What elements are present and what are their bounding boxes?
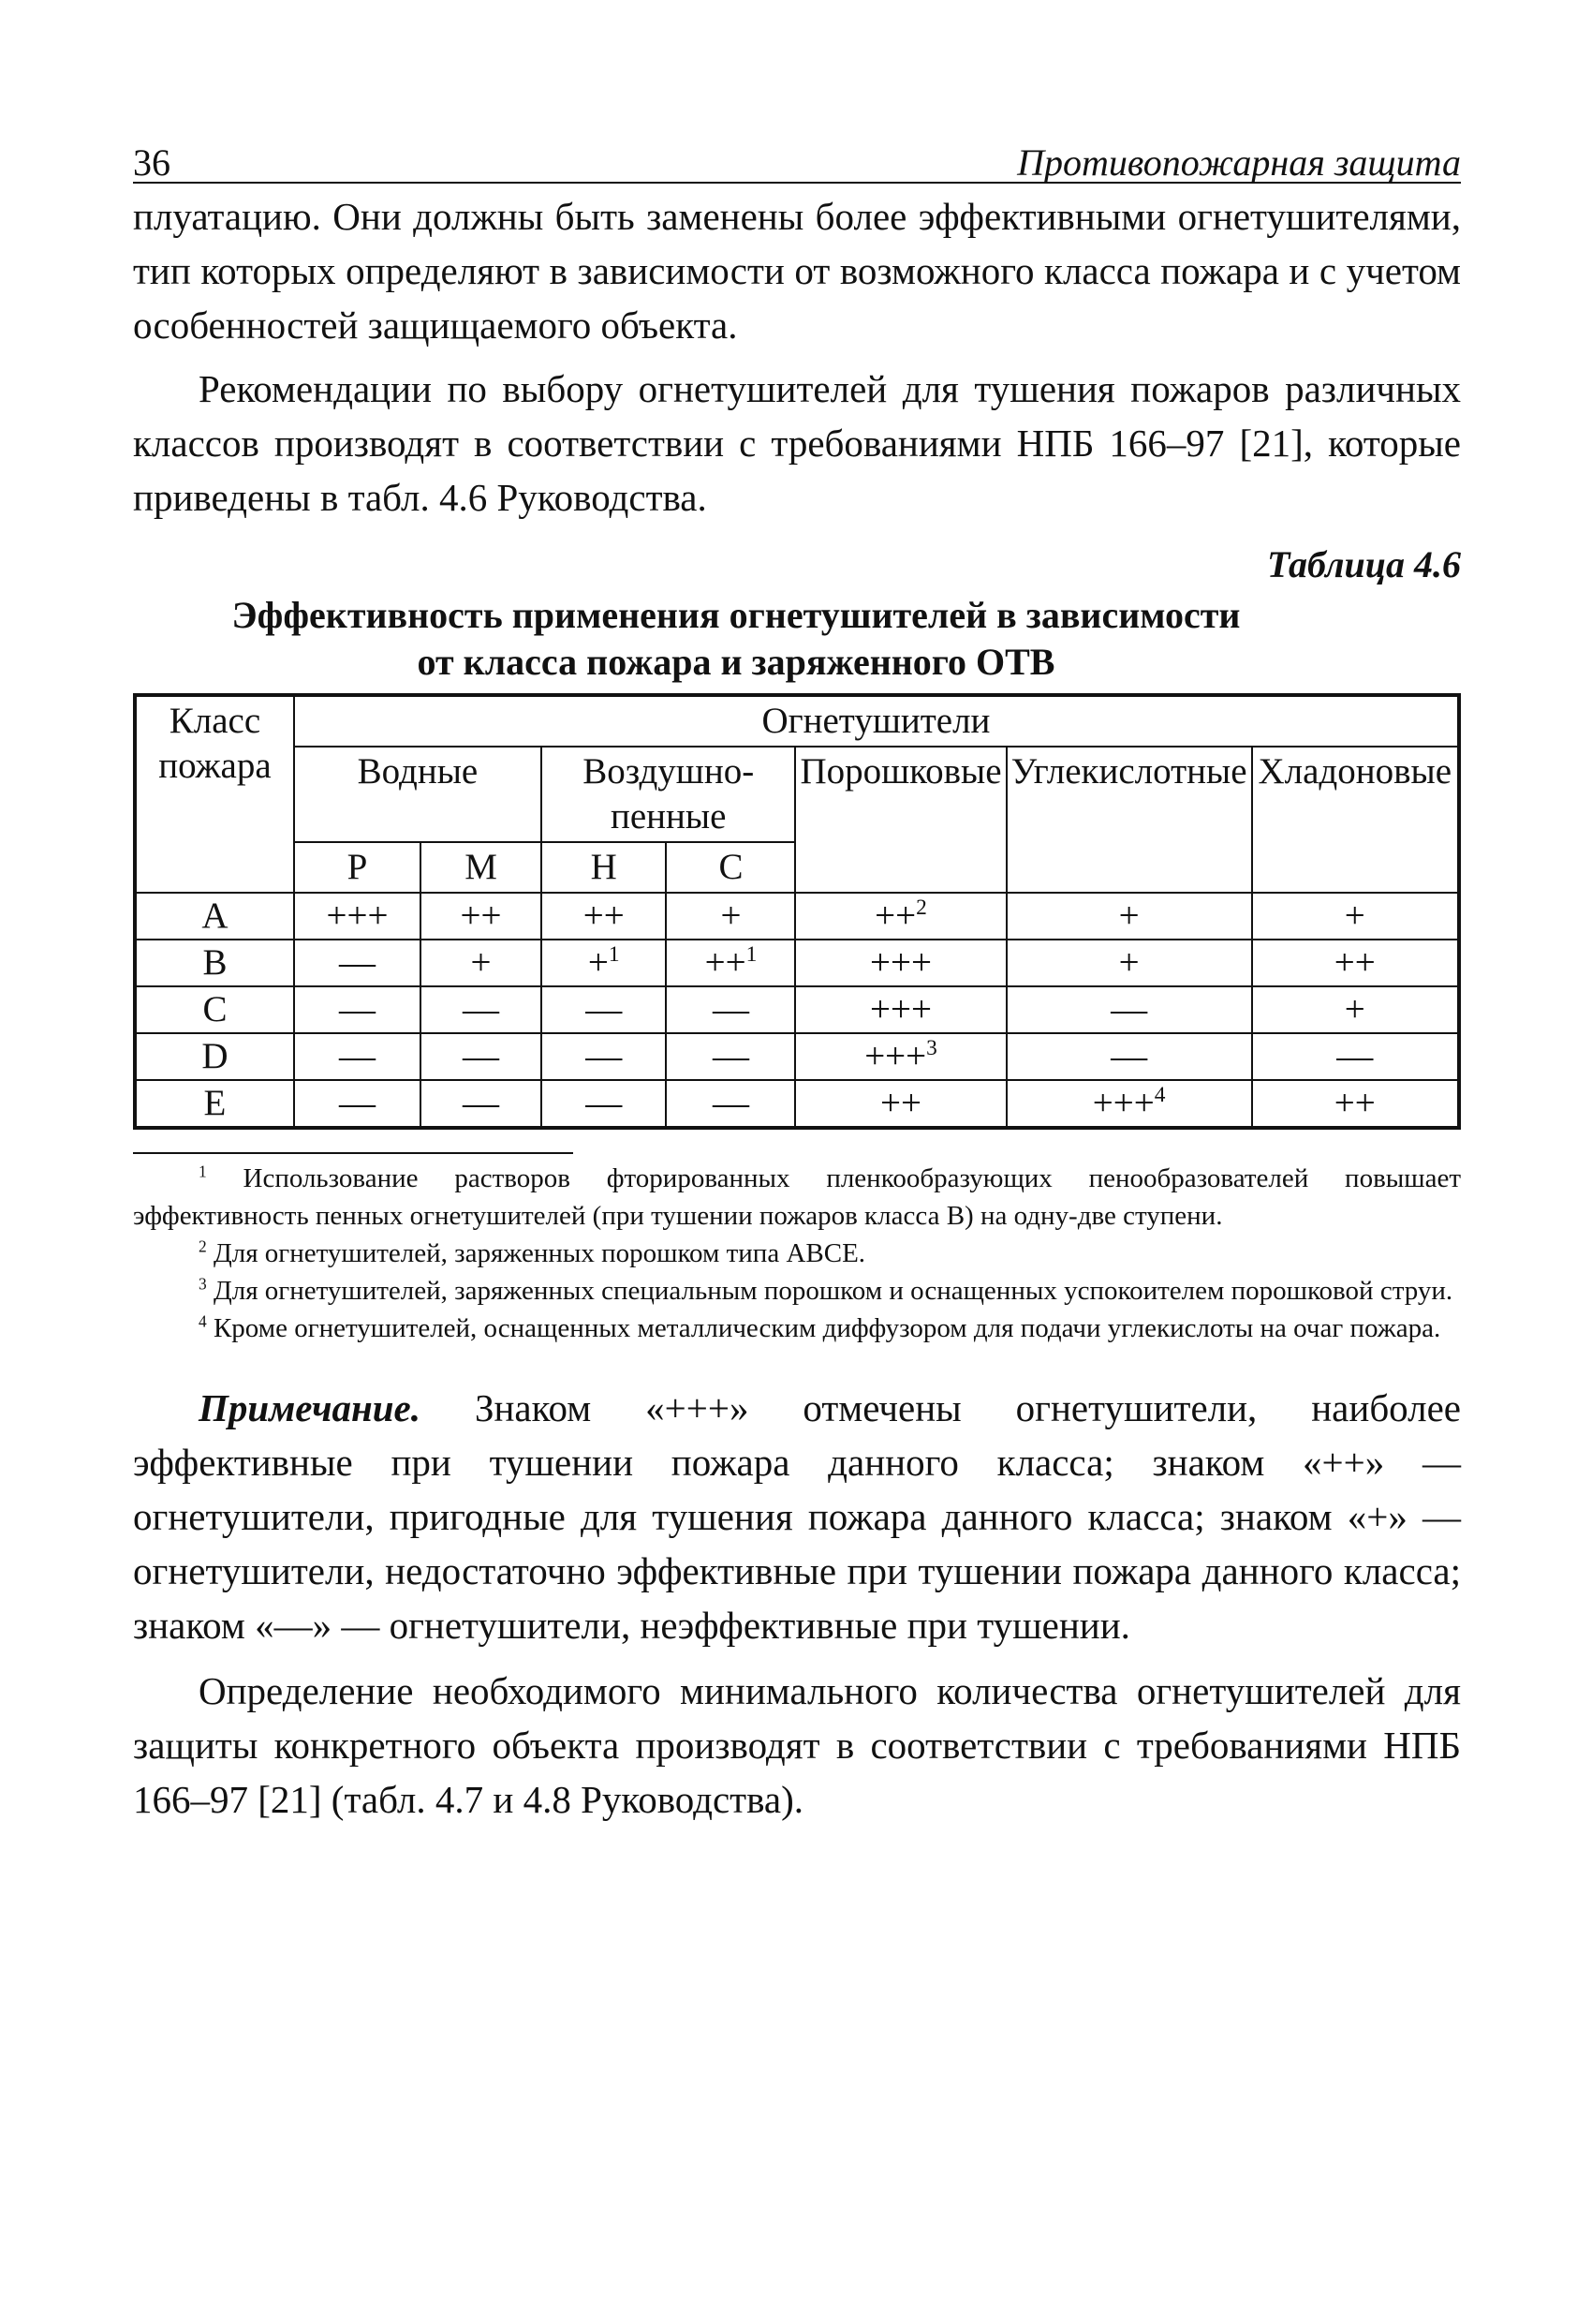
- header-fire-class: Класс пожара: [135, 695, 294, 893]
- cell-co2: +: [1007, 893, 1252, 940]
- cell-halon: —: [1252, 1033, 1459, 1080]
- cell-powder: [795, 1033, 1006, 1080]
- cell-halon: +: [1252, 893, 1459, 940]
- header-powder: Порошковые: [795, 747, 1006, 893]
- cell-foam-s: [666, 940, 795, 986]
- page: [133, 131, 1461, 1827]
- cell-halon: ++: [1252, 1080, 1459, 1128]
- footnote: [133, 1272, 1461, 1310]
- note-lead: Примечание.: [199, 1386, 420, 1429]
- cell-powder: +++: [795, 940, 1006, 986]
- cell-powder-value: ++: [875, 896, 917, 936]
- paragraph-4: Определение необходимого минимального количества огнетушителей для защиты конкретного объекта производят в соответствии с требованиями НПБ 166–97 [21] (табл. 4.7 и 4.8 Руководства).: [133, 1669, 1461, 1821]
- cell-water-m: —: [420, 986, 541, 1033]
- cell-powder: ++: [795, 1080, 1006, 1128]
- cell-foam-s: —: [666, 986, 795, 1033]
- cell-foam-s: —: [666, 1080, 795, 1128]
- cell-water-m: ++: [420, 893, 541, 940]
- table-row: [135, 986, 1459, 1033]
- header-water-m: М: [420, 842, 541, 893]
- cell-water-r: —: [294, 940, 420, 986]
- table-row: [135, 1080, 1459, 1128]
- cell-powder-value: +++: [864, 1036, 927, 1076]
- footnote-ref: 3: [926, 1036, 937, 1060]
- footnotes: [133, 1160, 1461, 1347]
- header-air-foam: Воздушно-пенные: [541, 747, 796, 842]
- page-header: [133, 131, 1461, 184]
- footnote-divider: [133, 1152, 573, 1154]
- cell-co2: +: [1007, 940, 1252, 986]
- footnote-ref: 1: [745, 942, 758, 967]
- cell-halon: +: [1252, 986, 1459, 1033]
- footnote-number: 2: [199, 1236, 207, 1256]
- cell-water-r: —: [294, 1080, 420, 1128]
- cell-foam-n: —: [541, 986, 666, 1033]
- cell-class: B: [135, 940, 294, 986]
- header-water-r: Р: [294, 842, 420, 893]
- footnote-number: 1: [199, 1162, 207, 1181]
- note-text: Знаком «+++» отмечены огнетушители, наиболее эффективные при тушении пожара данного класса; знаком «++» — огнетушители, пригодные для тушения пожара данного класса; знаком «+» — огнетушители, недостаточно эффективные при тушении пожара данного класса; знаком «—» — огнетушители, неэффективные при тушении.: [133, 1386, 1461, 1647]
- cell-co2: [1007, 1080, 1252, 1128]
- footnote-text: Для огнетушителей, заряженных порошком типа АВСЕ.: [213, 1238, 866, 1268]
- footnote: [133, 1160, 1461, 1235]
- paragraph-2: Рекомендации по выбору огнетушителей для тушения пожаров различных классов производят в соответствии с требованиями НПБ 166–97 [21], которые приведены в табл. 4.6 Руководства.: [133, 367, 1461, 519]
- running-title: Противопожарная защита: [1017, 141, 1461, 184]
- cell-water-m: +: [420, 940, 541, 986]
- cell-foam-n: [541, 940, 666, 986]
- cell-foam-n: ++: [541, 893, 666, 940]
- footnote-ref: 4: [1154, 1083, 1166, 1107]
- footnote-text: Кроме огнетушителей, оснащенных металлическим диффузором для подачи углекислоты на очаг пожара.: [213, 1313, 1441, 1343]
- footnote-number: 4: [199, 1311, 207, 1331]
- footnote-text: Для огнетушителей, заряженных специальным порошком и оснащенных успокоителем порошковой струи.: [213, 1276, 1453, 1306]
- page-number: 36: [133, 141, 170, 184]
- header-halon: Хладоновые: [1252, 747, 1459, 893]
- footnote: [133, 1310, 1461, 1347]
- cell-water-r: —: [294, 1033, 420, 1080]
- cell-class: D: [135, 1033, 294, 1080]
- effectiveness-table: [133, 693, 1461, 1130]
- cell-foam-n: —: [541, 1033, 666, 1080]
- cell-co2: —: [1007, 1033, 1252, 1080]
- header-water: Водные: [294, 747, 541, 842]
- cell-foam-n: —: [541, 1080, 666, 1128]
- cell-co2: —: [1007, 986, 1252, 1033]
- table-caption: [133, 592, 1461, 686]
- cell-powder: [795, 893, 1006, 940]
- header-foam-s: С: [666, 842, 795, 893]
- cell-powder: +++: [795, 986, 1006, 1033]
- header-co2: Углекислотные: [1007, 747, 1252, 893]
- footnote: [133, 1235, 1461, 1272]
- cell-class: A: [135, 893, 294, 940]
- header-foam-n: Н: [541, 842, 666, 893]
- table-caption-line-2: от класса пожара и заряженного ОТВ: [417, 641, 1055, 683]
- cell-water-r: +++: [294, 893, 420, 940]
- cell-class: E: [135, 1080, 294, 1128]
- footnote-number: 3: [199, 1274, 207, 1294]
- cell-foam-n-value: +: [587, 942, 609, 983]
- footnote-ref: 1: [608, 942, 620, 967]
- cell-water-m: —: [420, 1080, 541, 1128]
- table-row: [135, 940, 1459, 986]
- table-label: Таблица 4.6: [1267, 543, 1461, 585]
- table-caption-line-1: Эффективность применения огнетушителей в зависимости: [231, 594, 1241, 636]
- cell-co2-value: +++: [1092, 1083, 1155, 1123]
- cell-class: C: [135, 986, 294, 1033]
- footnote-text: Использование растворов фторированных пленкообразующих пенообразователей повышает эффективность пенных огнетушителей (при тушении пожаров класса В) на одну-две ступени.: [133, 1163, 1462, 1231]
- header-extinguishers: Огнетушители: [294, 695, 1459, 747]
- cell-foam-s: +: [666, 893, 795, 940]
- footnote-ref: 2: [916, 896, 927, 920]
- table-row: [135, 1033, 1459, 1080]
- cell-foam-s: —: [666, 1033, 795, 1080]
- cell-halon: ++: [1252, 940, 1459, 986]
- note-paragraph: [133, 1381, 1461, 1652]
- cell-foam-s-value: ++: [704, 942, 746, 983]
- cell-water-m: —: [420, 1033, 541, 1080]
- paragraph-1: плуатацию. Они должны быть заменены более эффективными огнетушителями, тип которых определяют в зависимости от возможного класса пожара и с учетом особенностей защищаемого объекта.: [133, 195, 1461, 347]
- table-row: [135, 893, 1459, 940]
- cell-water-r: —: [294, 986, 420, 1033]
